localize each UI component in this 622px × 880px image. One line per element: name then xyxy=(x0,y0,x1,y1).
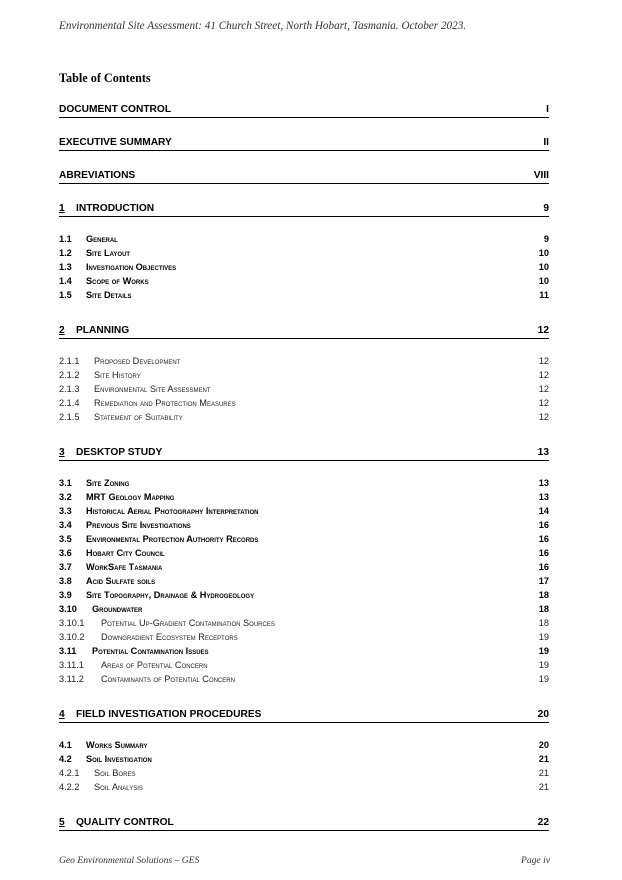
toc-entry[interactable] xyxy=(59,412,549,426)
footer-left: Geo Environmental Solutions – GES xyxy=(59,855,200,866)
toc-entry-number: 3.6 xyxy=(59,548,72,558)
toc-entry-number: 4.2 xyxy=(59,754,72,764)
toc-entry[interactable] xyxy=(59,768,549,782)
toc-entry-title: Previous Site Investigations xyxy=(86,520,191,530)
toc-entry[interactable] xyxy=(59,398,549,412)
toc-entry-number: 4.1 xyxy=(59,740,72,750)
toc-entry-title: Hobart City Council xyxy=(86,548,165,558)
toc-entry-page: 20 xyxy=(538,740,549,750)
toc-entry-page: 19 xyxy=(538,632,549,642)
toc-entry-title: Environmental Protection Authority Records xyxy=(86,534,259,544)
toc-entry[interactable] xyxy=(59,782,549,796)
toc-entry[interactable] xyxy=(59,506,549,520)
toc-entry[interactable] xyxy=(59,384,549,398)
toc-entry[interactable] xyxy=(59,548,549,562)
toc-entry-page: 14 xyxy=(538,506,549,516)
toc-entry-title: Investigation Objectives xyxy=(86,262,177,272)
table-of-contents xyxy=(59,102,549,848)
toc-entry-title: Contaminants of Potential Concern xyxy=(101,674,235,684)
toc-entry-title: Site Topography, Drainage & Hydrogeology xyxy=(86,590,255,600)
toc-entry-title: PLANNING xyxy=(76,325,130,336)
toc-entry-page: II xyxy=(543,137,549,148)
toc-entry-title: Areas of Potential Concern xyxy=(101,660,208,670)
toc-chapter-entry[interactable] xyxy=(59,815,549,831)
toc-entry-page: 19 xyxy=(538,646,549,656)
toc-entry-title: DOCUMENT CONTROL xyxy=(59,104,172,115)
toc-entry[interactable] xyxy=(59,632,549,646)
toc-entry-page: 16 xyxy=(538,520,549,530)
toc-chapter-entry[interactable] xyxy=(59,707,549,723)
toc-entry-page: 10 xyxy=(538,262,549,272)
toc-entry-number: 3 xyxy=(59,447,65,458)
toc-entry-page: 12 xyxy=(538,370,549,380)
toc-entry-number: 2 xyxy=(59,325,65,336)
toc-entry[interactable] xyxy=(59,618,549,632)
toc-entry-page: 18 xyxy=(538,590,549,600)
toc-entry[interactable] xyxy=(59,646,549,660)
toc-entry-title: Site History xyxy=(94,370,141,380)
toc-entry[interactable] xyxy=(59,276,549,290)
toc-entry-page: 13 xyxy=(538,492,549,502)
toc-entry-number: 2.1.4 xyxy=(59,398,80,408)
toc-entry-title: DESKTOP STUDY xyxy=(76,447,163,458)
toc-entry-page: 13 xyxy=(538,478,549,488)
toc-entry-number: 3.10.2 xyxy=(59,632,85,642)
toc-entry-page: 12 xyxy=(538,356,549,366)
toc-entry-number: 3.10.1 xyxy=(59,618,85,628)
toc-entry-number: 3.4 xyxy=(59,520,72,530)
toc-chapter-entry[interactable] xyxy=(59,102,549,118)
toc-entry-number: 2.1.3 xyxy=(59,384,80,394)
toc-entry-number: 1.5 xyxy=(59,290,72,300)
toc-entry-title: Scope of Works xyxy=(86,276,149,286)
toc-entry-page: 10 xyxy=(538,248,549,258)
toc-heading: Table of Contents xyxy=(59,71,151,85)
toc-entry[interactable] xyxy=(59,262,549,276)
toc-entry-page: 9 xyxy=(543,203,549,214)
toc-entry-page: 21 xyxy=(538,768,549,778)
page-header: Environmental Site Assessment: 41 Church Street, North Hobart, Tasmania. October 2023. xyxy=(59,20,467,32)
toc-entry-page: 12 xyxy=(538,412,549,422)
toc-entry-page: 21 xyxy=(538,754,549,764)
toc-entry-title: Groundwater xyxy=(92,604,143,614)
toc-entry-page: VIII xyxy=(533,170,549,181)
toc-entry-number: 3.3 xyxy=(59,506,72,516)
toc-entry-page: 19 xyxy=(538,660,549,670)
toc-entry-number: 1.1 xyxy=(59,234,72,244)
toc-entry-title: Environmental Site Assessment xyxy=(94,384,211,394)
toc-entry-page: 21 xyxy=(538,782,549,792)
toc-entry-number: 4 xyxy=(59,709,65,720)
toc-entry-number: 1.2 xyxy=(59,248,72,258)
toc-entry-number: 3.5 xyxy=(59,534,72,544)
toc-entry-title: Remediation and Protection Measures xyxy=(94,398,236,408)
toc-entry-number: 3.11.2 xyxy=(59,674,84,684)
toc-entry-page: 16 xyxy=(538,548,549,558)
toc-entry[interactable] xyxy=(59,478,549,492)
toc-entry-title: Historical Aerial Photography Interpretation xyxy=(86,506,259,516)
toc-entry-page: 12 xyxy=(538,398,549,408)
toc-entry-number: 3.10 xyxy=(59,604,77,614)
toc-entry[interactable] xyxy=(59,234,549,248)
toc-entry-title: Soil Bores xyxy=(94,768,136,778)
toc-entry-number: 5 xyxy=(59,817,65,828)
toc-chapter-entry[interactable] xyxy=(59,445,549,461)
toc-entry-page: 16 xyxy=(538,534,549,544)
toc-entry-title: Works Summary xyxy=(86,740,148,750)
toc-entry[interactable] xyxy=(59,248,549,262)
toc-entry-title: Site Zoning xyxy=(86,478,130,488)
toc-entry-page: 12 xyxy=(538,384,549,394)
toc-entry-title: Statement of Suitability xyxy=(94,412,183,422)
toc-entry-title: ABREVIATIONS xyxy=(59,170,136,181)
toc-entry-page: 19 xyxy=(538,674,549,684)
toc-entry-title: Site Layout xyxy=(86,248,131,258)
toc-chapter-entry[interactable] xyxy=(59,201,549,217)
toc-entry-page: 10 xyxy=(538,276,549,286)
toc-entry-number: 1 xyxy=(59,203,65,214)
toc-entry-number: 2.1.2 xyxy=(59,370,80,380)
toc-entry-number: 1.3 xyxy=(59,262,72,272)
toc-entry-title: FIELD INVESTIGATION PROCEDURES xyxy=(76,709,262,720)
toc-entry[interactable] xyxy=(59,290,549,304)
toc-entry-title: General xyxy=(86,234,118,244)
toc-chapter-entry[interactable] xyxy=(59,323,549,339)
toc-entry-title: Soil Investigation xyxy=(86,754,152,764)
toc-entry[interactable] xyxy=(59,356,549,370)
toc-entry[interactable] xyxy=(59,534,549,548)
toc-entry-title: WorkSafe Tasmania xyxy=(86,562,163,572)
toc-entry-title: Site Details xyxy=(86,290,132,300)
toc-entry[interactable] xyxy=(59,604,549,618)
toc-entry-page: 16 xyxy=(538,562,549,572)
toc-entry-number: 4.2.2 xyxy=(59,782,80,792)
toc-entry-number: 2.1.1 xyxy=(59,356,80,366)
toc-entry-title: Potential Up-Gradient Contamination Sources xyxy=(101,618,275,628)
toc-entry[interactable] xyxy=(59,562,549,576)
toc-entry[interactable] xyxy=(59,576,549,590)
toc-chapter-entry[interactable] xyxy=(59,135,549,151)
toc-entry-number: 2.1.5 xyxy=(59,412,80,422)
page-footer xyxy=(59,855,550,866)
toc-entry-title: INTRODUCTION xyxy=(76,203,155,214)
toc-entry[interactable] xyxy=(59,520,549,534)
toc-entry-number: 4.2.1 xyxy=(59,768,80,778)
toc-entry[interactable] xyxy=(59,370,549,384)
toc-entry-number: 3.11.1 xyxy=(59,660,84,670)
toc-entry-page: 11 xyxy=(539,290,549,300)
toc-entry-number: 3.2 xyxy=(59,492,72,502)
toc-entry-title: Potential Contamination Issues xyxy=(92,646,209,656)
toc-entry-title: MRT Geology Mapping xyxy=(86,492,175,502)
toc-entry-page: 17 xyxy=(538,576,549,586)
toc-entry[interactable] xyxy=(59,492,549,506)
toc-entry-page: 18 xyxy=(538,618,549,628)
toc-entry[interactable] xyxy=(59,660,549,674)
toc-entry[interactable] xyxy=(59,590,549,604)
toc-entry-page: I xyxy=(546,104,549,115)
footer-page-number: Page iv xyxy=(520,855,550,866)
toc-entry-number: 3.7 xyxy=(59,562,72,572)
toc-entry-page: 20 xyxy=(537,709,549,720)
toc-entry[interactable] xyxy=(59,754,549,768)
toc-entry-number: 3.8 xyxy=(59,576,72,586)
toc-entry-title: Proposed Development xyxy=(94,356,181,366)
toc-entry-number: 1.4 xyxy=(59,276,72,286)
toc-entry-page: 22 xyxy=(537,817,549,828)
toc-entry-title: EXECUTIVE SUMMARY xyxy=(59,137,172,148)
toc-entry-page: 18 xyxy=(538,604,549,614)
toc-entry-title: Downgradient Ecosystem Receptors xyxy=(101,632,238,642)
toc-entry-title: Acid Sulfate soils xyxy=(86,576,156,586)
toc-entry[interactable] xyxy=(59,674,549,688)
toc-entry[interactable] xyxy=(59,740,549,754)
toc-entry-title: QUALITY CONTROL xyxy=(76,817,174,828)
toc-entry-page: 12 xyxy=(537,325,549,336)
toc-entry-page: 9 xyxy=(543,234,549,244)
toc-chapter-entry[interactable] xyxy=(59,168,549,184)
toc-entry-number: 3.11 xyxy=(59,646,77,656)
toc-entry-number: 3.9 xyxy=(59,590,72,600)
toc-entry-page: 13 xyxy=(537,447,549,458)
toc-entry-title: Soil Analysis xyxy=(94,782,143,792)
toc-entry-number: 3.1 xyxy=(59,478,72,488)
